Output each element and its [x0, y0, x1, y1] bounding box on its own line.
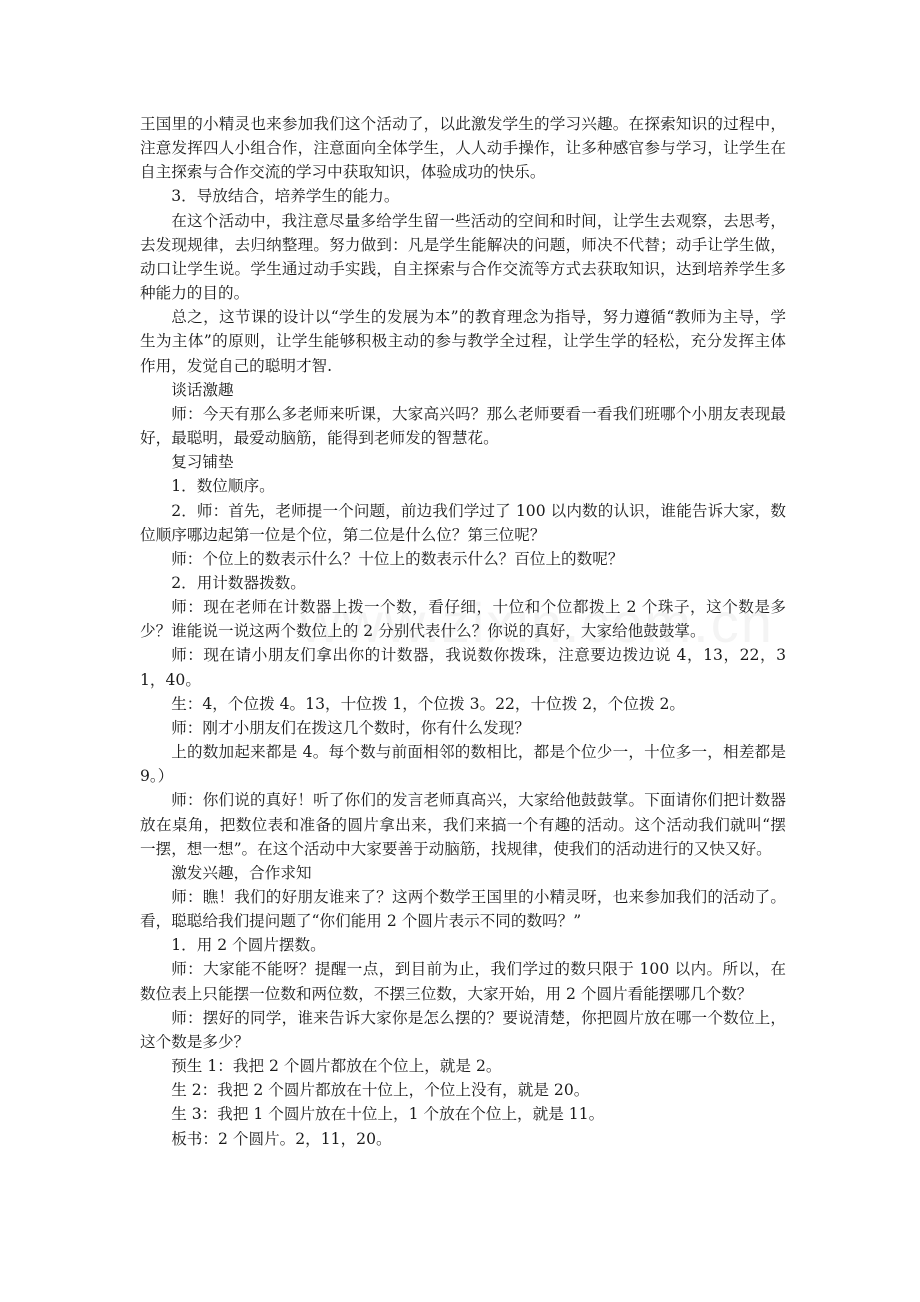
paragraph: 在这个活动中，我注意尽量多给学生留一些活动的空间和时间，让学生去观察，去思考，去发现规律，去归纳整理。努力做到：凡是学生能解决的问题，师决不代替；动手让学生做，动口让学生说。学生通过动手实践，自主探索与合作交流等方式去获取知识，达到培养学生多种能力的目的。	[140, 211, 786, 303]
paragraph: 师：现在请小朋友们拿出你的计数器，我说数你拨珠，注意要边拨边说 4，13，22，31，40。	[140, 646, 786, 689]
section-heading-talk: 谈话激趣	[171, 380, 234, 399]
paragraph-intro-continued: 王国里的小精灵也来参加我们这个活动了，以此激发学生的学习兴趣。在探索知识的过程中，注意发挥四人小组合作，注意面向全体学生，人人动手操作，让多种感官参与学习，让学生在自主探索与合作交流的学习中获取知识，体验成功的快乐。	[140, 115, 786, 182]
paragraph: 师：大家能不能呀？提醒一点，到目前为止，我们学过的数只限于 100 以内。所以，在数位表上只能摆一位数和两位数，不摆三位数，大家开始，用 2 个圆片看能摆哪几个数？	[140, 960, 786, 1003]
paragraph: 预生 1：我把 2 个圆片都放在个位上，就是 2。	[171, 1057, 502, 1076]
paragraph: 师：现在老师在计数器上拨一个数，看仔细，十位和个位都拨上 2 个珠子，这个数是多少？谁能说一说这两个数位上的 2 分别代表什么？你说的真好，大家给他鼓鼓掌。	[140, 598, 786, 641]
section-heading-interest: 激发兴趣，合作求知	[171, 863, 312, 882]
paragraph: 师：你们说的真好！听了你们的发言老师真高兴，大家给他鼓鼓掌。下面请你们把计数器放在桌角，把数位表和准备的圆片拿出来，我们来搞一个有趣的活动。这个活动我们就叫“摆一摆，想一想”。在这个活动中大家要善于动脑筋，找规律，使我们的活动进行的又快又好。	[140, 791, 786, 858]
paragraph: 上的数加起来都是 4。每个数与前面相邻的数相比，都是个位少一，十位多一，相差都是 9。）	[140, 743, 786, 786]
paragraph: 师：刚才小朋友们在拨这几个数时，你有什么发现？	[171, 718, 530, 737]
paragraph: 师：摆好的同学，谁来告诉大家你是怎么摆的？要说清楚，你把圆片放在哪一个数位上，这个数是多少？	[140, 1008, 786, 1051]
paragraph-board-notes: 板书：2 个圆片。2，11，20。	[171, 1129, 392, 1148]
paragraph: 生 2：我把 2 个圆片都放在十位上，个位上没有，就是 20。	[171, 1081, 590, 1100]
paragraph: 师：今天有那么多老师来听课，大家高兴吗？那么老师要看一看我们班哪个小朋友表现最好，最聪明，最爱动脑筋，能得到老师发的智慧花。	[140, 404, 786, 448]
paragraph: 师：瞧！我们的好朋友谁来了？这两个数学王国里的小精灵呀，也来参加我们的活动了。看，聪聪给我们提问题了“你们能用 2 个圆片表示不同的数吗？”	[140, 888, 786, 931]
section-heading-review: 复习铺垫	[171, 453, 234, 472]
paragraph: 1．用 2 个圆片摆数。	[171, 936, 326, 955]
paragraph: 师：个位上的数表示什么？十位上的数表示什么？百位上的数呢？	[171, 549, 624, 568]
section-heading-guide: 3．导放结合，培养学生的能力。	[171, 187, 400, 206]
paragraph-summary: 总之，这节课的设计以“学生的发展为本”的教育理念为指导，努力遵循“教师为主导，学生为主体”的原则，让学生能够积极主动的参与教学全过程，让学生学的轻松，充分发挥主体作用，发觉自己的聪明才智.	[140, 308, 786, 375]
paragraph: 1．数位顺序。	[171, 477, 275, 496]
paragraph: 生 3：我把 1 个圆片放在十位上，1 个放在个位上，就是 11。	[171, 1105, 605, 1124]
document-page	[140, 112, 786, 1151]
paragraph: 生：4，个位拨 4。13，十位拨 1，个位拨 3。22，十位拨 2，个位拨 2。	[171, 694, 686, 713]
paragraph: 2．师：首先，老师提一个问题，前边我们学过了 100 以内数的认识，谁能告诉大家，数位顺序哪边起第一位是个位，第二位是什么位？第三位呢？	[140, 501, 786, 544]
paragraph: 2．用计数器拨数。	[171, 573, 306, 592]
